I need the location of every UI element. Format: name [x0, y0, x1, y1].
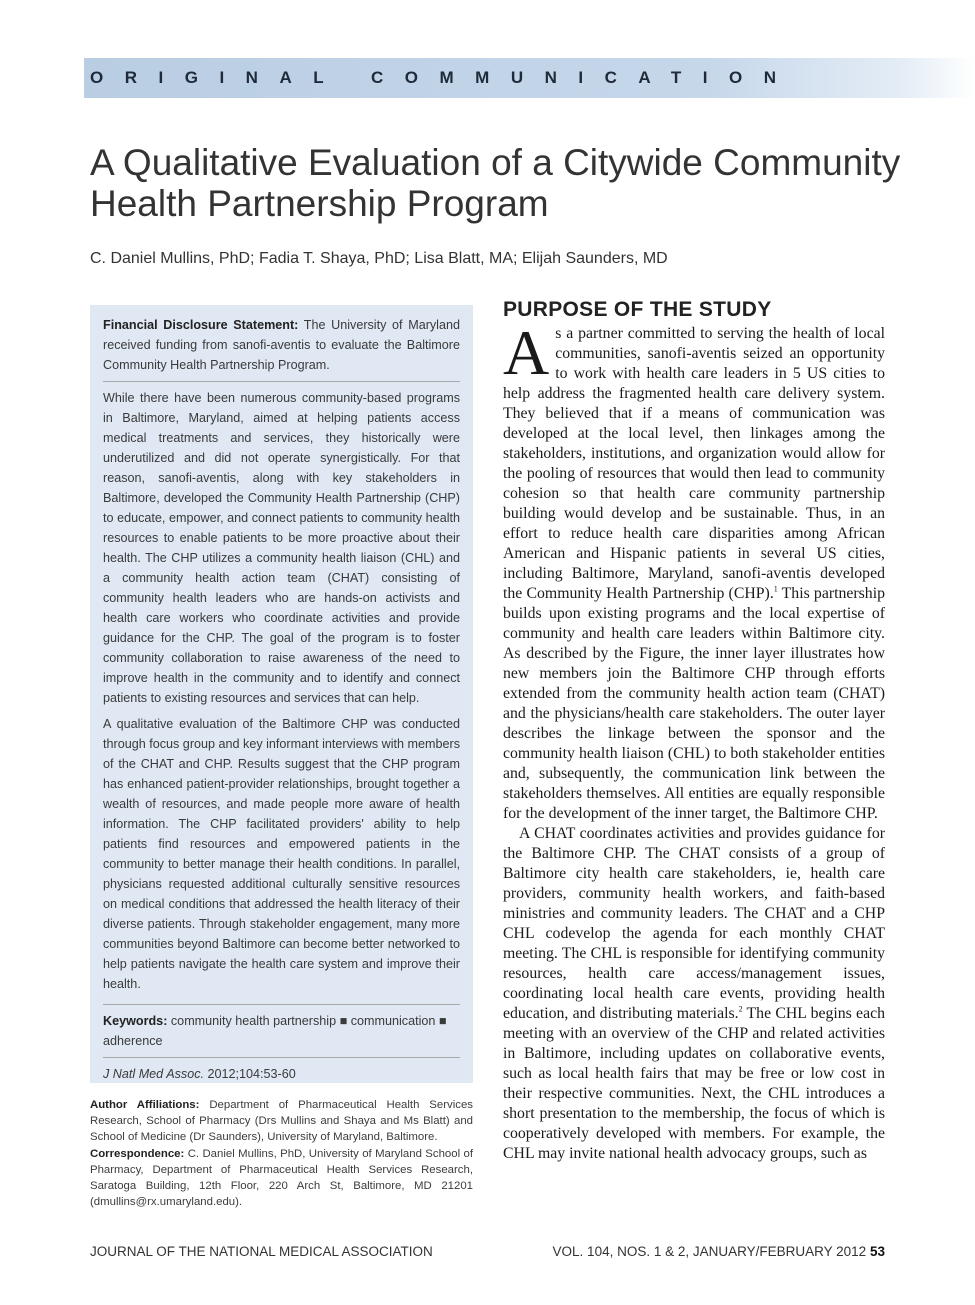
citation-ref-1: 1 [773, 584, 778, 594]
drop-cap: A [503, 317, 550, 388]
financial-disclosure [103, 315, 460, 375]
body-text [503, 317, 885, 1164]
citation [103, 1064, 460, 1084]
citation-details: 2012;104:53-60 [204, 1067, 296, 1081]
correspondence-label: Correspondence: [90, 1147, 185, 1160]
affiliations-label: Author Affiliations: [90, 1099, 200, 1111]
disclosure-label: Financial Disclosure Statement: [103, 318, 299, 332]
abstract-box [90, 305, 473, 1083]
disclosure-text: The University of Maryland received funding from sanofi-aventis to evaluate the Baltimore Community Health Partnership Program. [103, 318, 460, 372]
body-paragraph-2: A CHAT coordinates activities and provides guidance for the Baltimore CHP. The CHAT consists of a group of Baltimore city health care stakeholders, ie, health care providers, community health workers, and faith-based ministries and community leaders. The CHAT and a CHP CHL codevelop the agenda for each monthly CHAT meeting. The CHL is responsible for identifying community resources, health care access/management issues, coordinating local health care events, providing health education, and distributing materials.$^2$ The CHL begins each meeting with an overview of the CHP and related activities in Baltimore, including updates on collaborative events, such as local health fairs that may be free or low cost in their respective communities. Next, the CHL introduces a short presentation to the membership, the focus of which is cooperatively developed with members. For example, the CHL may invite national health advocacy groups, such as [503, 825, 885, 1162]
keywords-text: community health partnership ■ communication ■ adherence [103, 1014, 447, 1048]
citation-ref-2: 2 [738, 1004, 743, 1014]
correspondence-text: C. Daniel Mullins, PhD, University of Maryland School of Pharmacy, Department of Pharmaceutical Health Services Research, Saratoga Building, 12th Floor, 220 Arch St, Baltimore, MD 21201 (dmullins@rx.umaryland.edu). [90, 1147, 473, 1209]
abstract-divider [103, 381, 460, 382]
citation-journal: J Natl Med Assoc. [103, 1067, 205, 1081]
abstract-paragraph-2: A qualitative evaluation of the Baltimore CHP was conducted through focus group and key informant interviews with members of the CHAT and CHP. Results suggest that the CHP program has enhanced patient-provider relationships, brought together a wealth of resources, and made people more aware of health information. The CHP facilitated providers' ability to help patients find resources and empowered patients in the community to better manage their health conditions. In parallel, physicians requested additional culturally sensitive resources on medical conditions that addressed the health literacy of their diverse patients. Through stakeholder engagement, many more communities beyond Baltimore can become better networked to help patients navigate the health care system and improve their health. [103, 717, 460, 991]
footer-issue-text: VOL. 104, NOS. 1 & 2, JANUARY/FEBRUARY 2012 [552, 1244, 867, 1259]
section-label: ORIGINAL COMMUNICATION [90, 68, 798, 87]
keywords [103, 1011, 460, 1051]
page-number: 53 [869, 1244, 885, 1259]
author-affiliations [90, 1097, 473, 1210]
footer-issue [553, 1244, 885, 1259]
abstract-paragraph-1: While there have been numerous community-based programs in Baltimore, Maryland, aimed at helping patients access medical treatments and services, they historically were underutilized and did not operate synergistically. For that reason, sanofi-aventis, along with key stakeholders in Baltimore, developed the Community Health Partnership (CHP) to educate, empower, and connect patients to community health resources to enable patients to be more proactive about their health. The CHP utilizes a community health liaison (CHL) and a community health action team (CHAT) consisting of community health leaders who are hands-on activists and health care workers who coordinate activities and provide guidance for the CHP. The goal of the program is to foster community collaboration to raise awareness of the need to improve health in the community and to identify and connect patients to existing resources and services that can help. [103, 391, 460, 705]
keywords-divider [103, 1004, 460, 1005]
citation-divider [103, 1057, 460, 1058]
body-paragraph-1: As a partner committed to serving the health of local communities, sanofi-aventis seized an opportunity to work with health care leaders in 5 US cities to help address the fragmented health care delivery system. They believed that if a means of communication was developed at the local level, then linkages among the stakeholders, institutions, and organization would allow for the pooling of resources that would then lead to community cohesion so that health care community partnership building would develop and be sustainable. Thus, in an effort to reduce health care disparities among African American and Hispanic patients in several US cities, including Baltimore, Maryland, sanofi-aventis developed the Community Health Partnership (CHP).$^1$ This partnership builds upon existing programs and the local expertise of community and health care leaders within Baltimore city. As described by the Figure, the inner layer illustrates how new members join the Baltimore CHP through efforts extended from the community health action team (CHAT) and the physicians/health care stakeholders. The outer layer describes the linkage between the sponsor and the community health liaison (CHL) to both stakeholder entities and, subsequently, the communication link between the stakeholders themselves. All entities are equally responsible for the development of the inner target, the Baltimore CHP. [503, 317, 885, 822]
author-list: C. Daniel Mullins, PhD; Fadia T. Shaya, PhD; Lisa Blatt, MA; Elijah Saunders, MD [90, 250, 668, 267]
footer-journal: JOURNAL OF THE NATIONAL MEDICAL ASSOCIATION [90, 1244, 433, 1259]
section-heading: PURPOSE OF THE STUDY [503, 298, 772, 321]
keywords-label: Keywords: [103, 1014, 168, 1028]
affiliations-text: Department of Pharmaceutical Health Services Research, School of Pharmacy (Drs Mullins and Shaya and Ms Blatt) and School of Medicine (Dr Saunders), University of Maryland, Baltimore. [90, 1099, 473, 1144]
article-title: A Qualitative Evaluation of a Citywide Community Health Partnership Program [90, 142, 901, 224]
